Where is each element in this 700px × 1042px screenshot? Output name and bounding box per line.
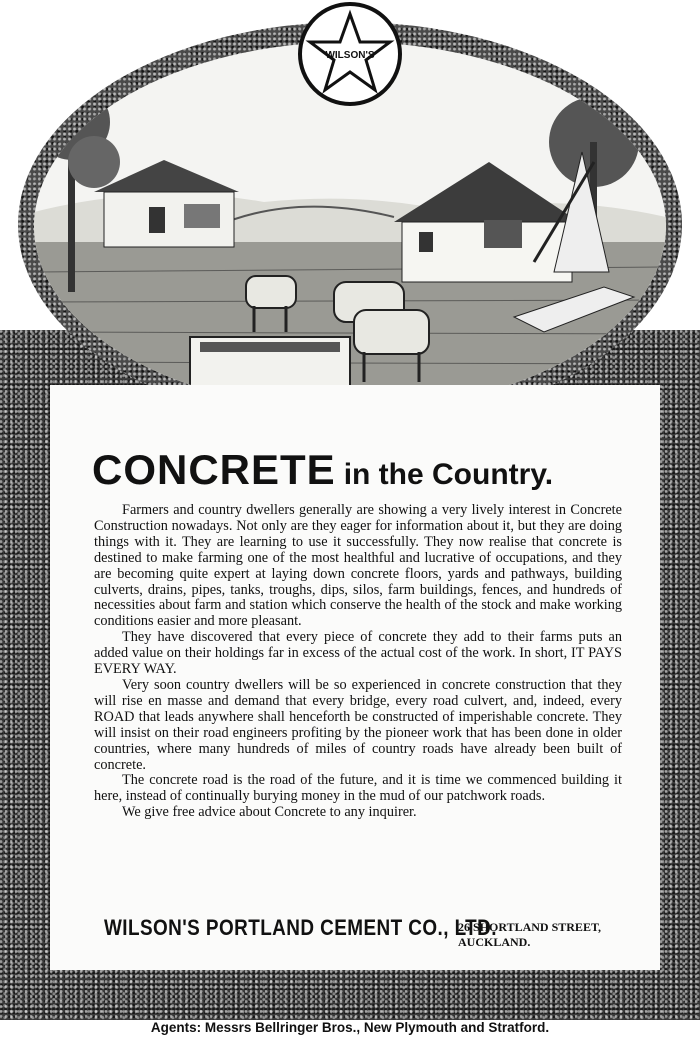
address-line-1: 26 SHORTLAND STREET, xyxy=(458,920,602,934)
headline xyxy=(92,446,632,494)
paragraph-3: Very soon country dwellers will be so experienced in concrete construction that they will rise en masse and demand that every bridge, every road culvert, and, indeed, every ROAD that leads anywhere shall henceforth be constructed of imperishable concrete. They will insist on their road engineers profiting by the pioneer work that has been done in older countries, where many hundreds of miles of country roads have already been built of concrete. xyxy=(94,676,622,773)
logo-label: WILSON'S xyxy=(325,50,375,61)
paragraph-4: The concrete road is the road of the future, and it is time we commenced building it here, instead of continually burying money in the mud of our patchwork roads. xyxy=(94,772,622,805)
company-address xyxy=(458,920,601,950)
paragraph-5: We give free advice about Concrete to any inquirer. xyxy=(122,804,417,821)
agents-line: Agents: Messrs Bellringer Bros., New Plymouth and Stratford. xyxy=(150,1020,550,1035)
headline-rest: in the Country. xyxy=(343,458,554,491)
wilsons-star-logo xyxy=(298,2,402,106)
address-line-2: AUCKLAND. xyxy=(458,935,531,949)
paragraph-1: Farmers and country dwellers generally are showing a very lively interest in Concrete Construction nowadays. Not only are they eager for information about it, but they are doing things with it. They are learning to use it successfully. They now realise that concrete is destined to make farming one of the most healthful and lucrative of occupations, and they are becoming quite expert at laying down concrete floors, yards and pathways, building culverts, drains, pipes, tanks, troughs, dips, silos, farm buildings, fences, and hundreds of necessities about farm and station which conserve the health of the stock and make working conditions easier and more pleasant. xyxy=(94,502,622,630)
company-name: WILSON'S PORTLAND CEMENT CO., LTD. xyxy=(104,915,497,940)
headline-main: CONCRETE xyxy=(92,446,336,493)
article-body xyxy=(94,503,622,821)
paragraph-2: They have discovered that every piece of concrete they add to their farms puts an added value on their holdings far in excess of the actual cost of the work. In short, IT PAYS EVERY WAY. xyxy=(94,629,622,678)
